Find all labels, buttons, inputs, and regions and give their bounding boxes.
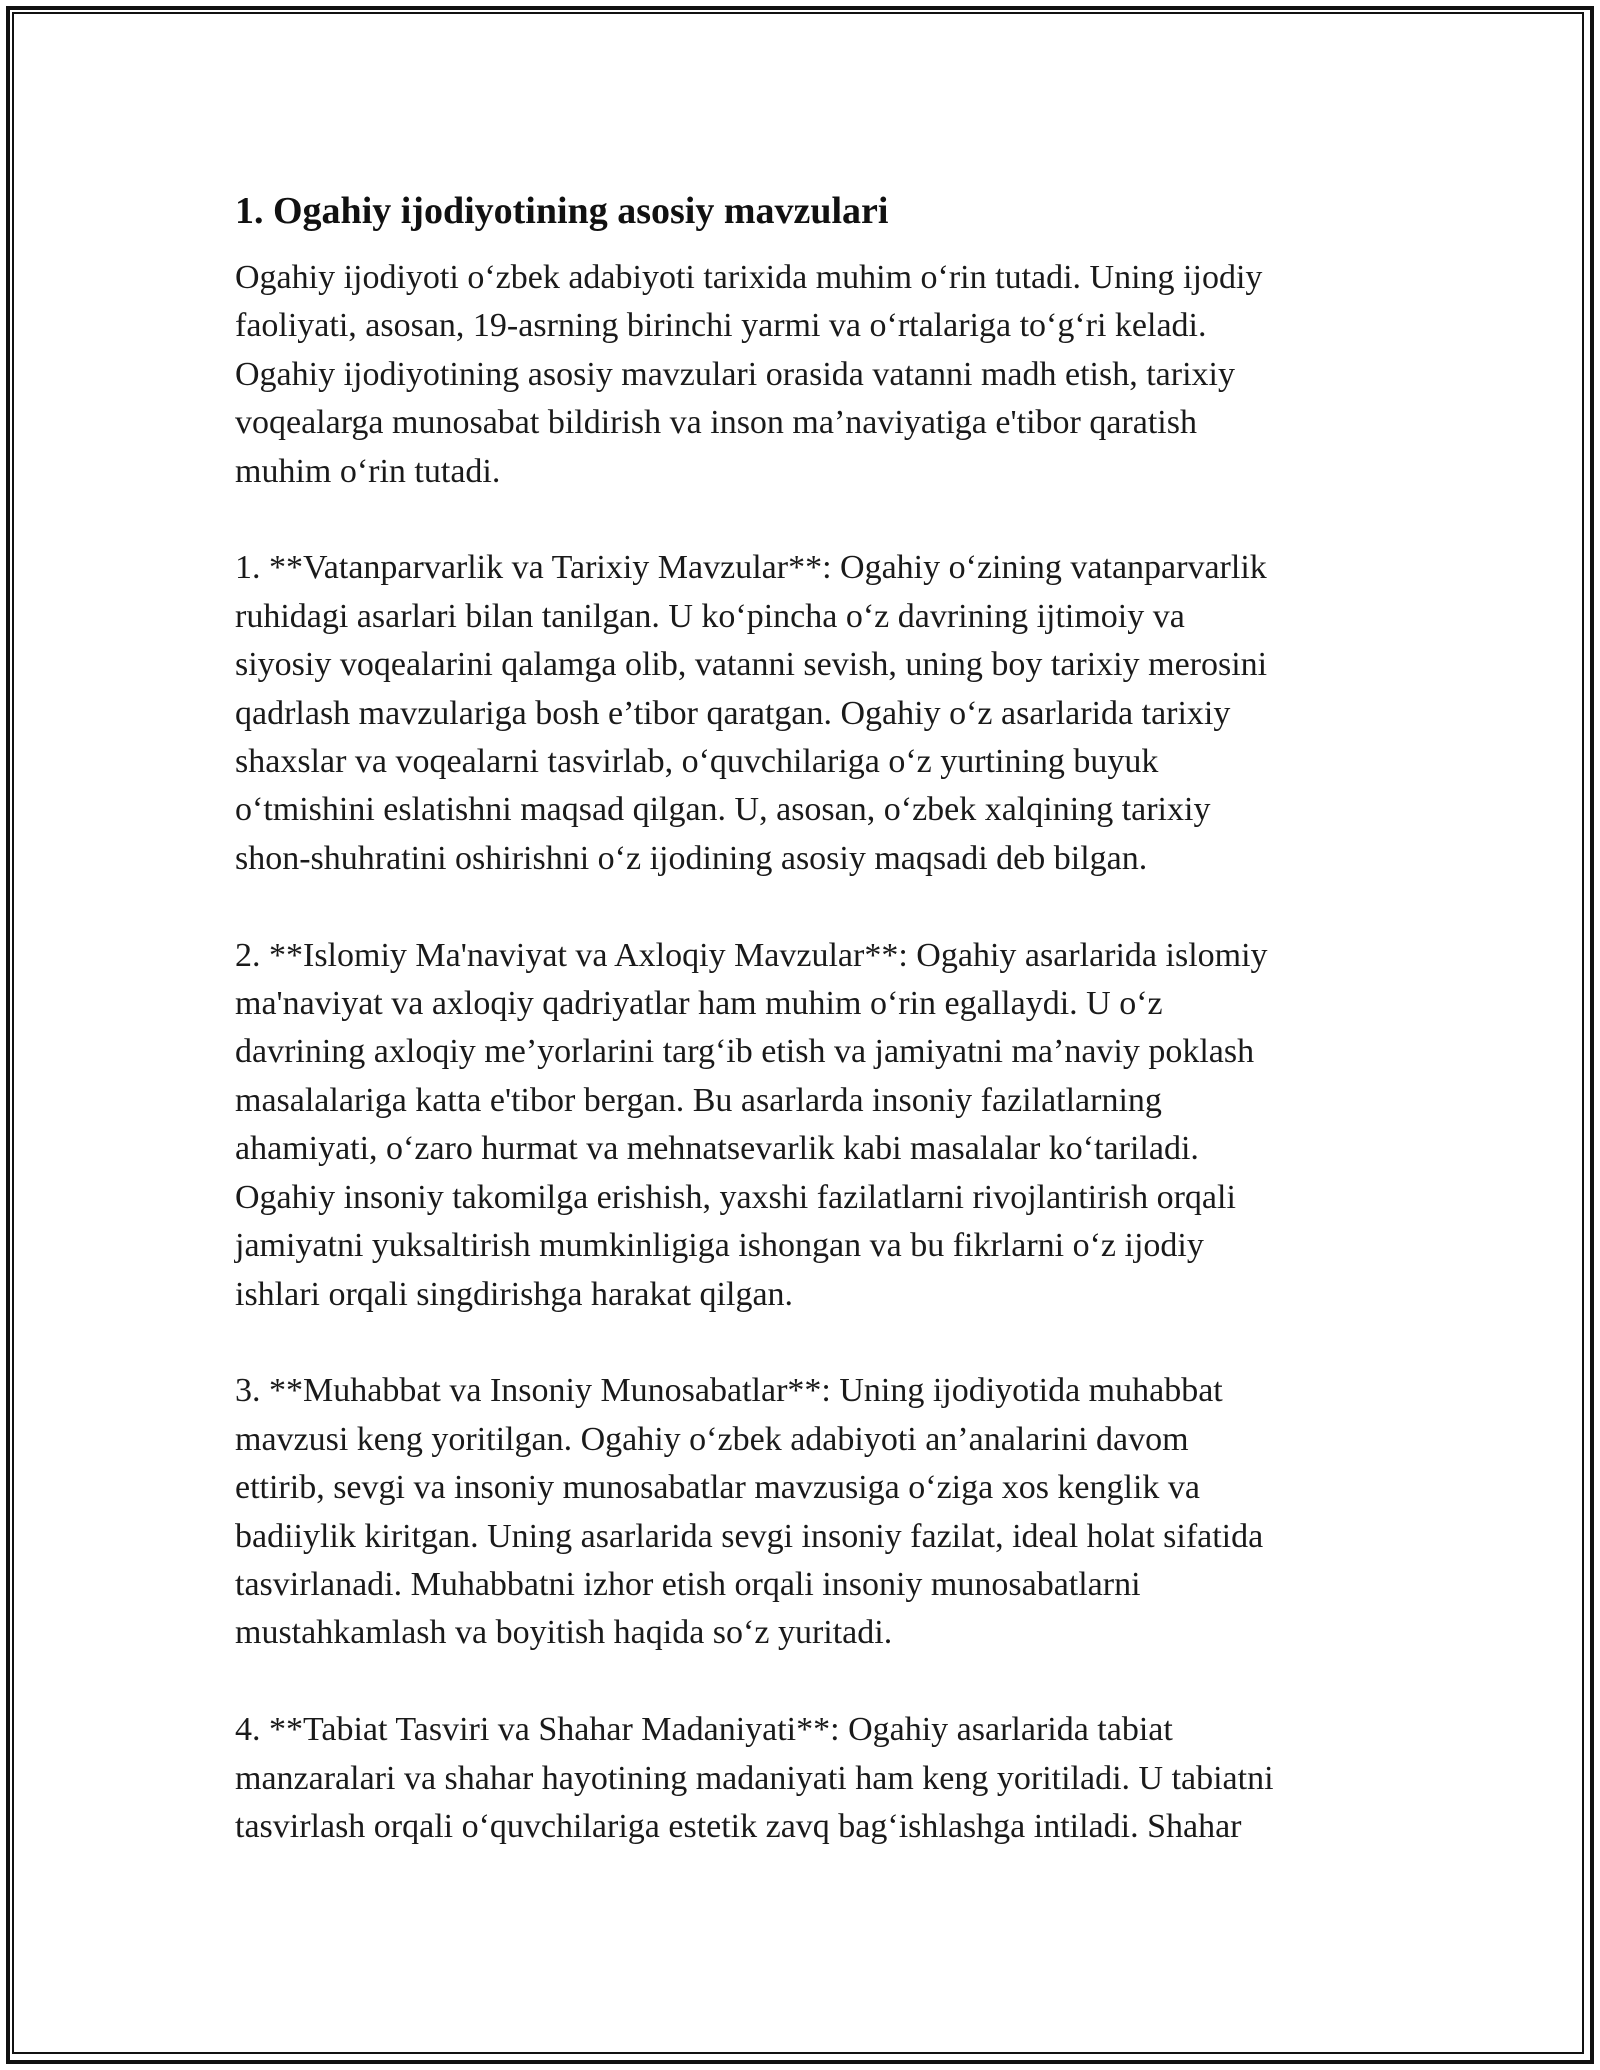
text-line: ahamiyati, o‘zaro hurmat va mehnatsevarlik kabi masalalar ko‘tariladi. <box>235 1130 1199 1168</box>
text-line: ettirib, sevgi va insoniy munosabatlar mavzusiga o‘ziga xos kenglik va <box>235 1469 1200 1507</box>
text-line: muhim o‘rin tutadi. <box>235 452 501 490</box>
text-line: shaxslar va voqealarni tasvirlab, o‘quvchilariga o‘z yurtining buyuk <box>235 743 1159 781</box>
text-line: shon-shuhratini oshirishni o‘z ijodining asosiy maqsadi deb bilgan. <box>235 839 1148 877</box>
text-line: jamiyatni yuksaltirish mumkinligiga ishongan va bu fikrlarni o‘z ijodiy <box>235 1227 1204 1265</box>
document-body <box>235 186 1375 1900</box>
text-line: ma'naviyat va axloqiy qadriyatlar ham muhim o‘rin egallaydi. U o‘z <box>235 985 1163 1023</box>
text-line: manzaralari va shahar hayotining madaniyati ham keng yoritiladi. U tabiatni <box>235 1759 1274 1797</box>
text-line: qadrlash mavzulariga bosh e’tibor qaratgan. Ogahiy o‘z asarlarida tarixiy <box>235 694 1231 732</box>
text-line: 2. **Islomiy Ma'naviyat va Axloqiy Mavzular**: Ogahiy asarlarida islomiy <box>235 936 1268 974</box>
text-line: o‘tmishini eslatishni maqsad qilgan. U, asosan, o‘zbek xalqining tarixiy <box>235 791 1211 829</box>
paragraph-item-1 <box>235 544 1375 883</box>
paragraph-intro <box>235 254 1375 496</box>
text-line: badiiylik kiritgan. Uning asarlarida sevgi insoniy fazilat, ideal holat sifatida <box>235 1517 1264 1555</box>
text-line: Ogahiy ijodiyoti o‘zbek adabiyoti tarixida muhim o‘rin tutadi. Uning ijodiy <box>235 259 1263 296</box>
text-line: davrining axloqiy me’yorlarini targ‘ib etish va jamiyatni ma’naviy poklash <box>235 1033 1255 1071</box>
paragraph-item-2 <box>235 932 1375 1319</box>
paragraph-item-4 <box>235 1706 1375 1851</box>
text-line: ruhidagi asarlari bilan tanilgan. U ko‘pincha o‘z davrining ijtimoiy va <box>235 597 1185 635</box>
text-line: siyosiy voqealarini qalamga olib, vatanni sevish, uning boy tarixiy merosini <box>235 646 1268 684</box>
text-line: mustahkamlash va boyitish haqida so‘z yuritadi. <box>235 1614 893 1652</box>
section-heading: 1. Ogahiy ijodiyotining asosiy mavzulari <box>235 190 889 232</box>
text-line: Ogahiy insoniy takomilga erishish, yaxshi fazilatlarni rivojlantirish orqali <box>235 1178 1236 1216</box>
text-line: masalalariga katta e'tibor bergan. Bu asarlarda insoniy fazilatlarning <box>235 1081 1162 1119</box>
text-line: mavzusi keng yoritilgan. Ogahiy o‘zbek adabiyoti an’analarini davom <box>235 1420 1189 1458</box>
text-line: 4. **Tabiat Tasviri va Shahar Madaniyati**: Ogahiy asarlarida tabiat <box>235 1711 1173 1749</box>
text-line: tasvirlanadi. Muhabbatni izhor etish orqali insoniy munosabatlarni <box>235 1565 1141 1603</box>
text-line: voqealarga munosabat bildirish va inson ma’naviyatiga e'tibor qaratish <box>235 404 1197 442</box>
text-line: ishlari orqali singdirishga harakat qilgan. <box>235 1275 794 1313</box>
text-line: faoliyati, asosan, 19-asrning birinchi yarmi va o‘rtalariga to‘g‘ri keladi. <box>235 307 1207 345</box>
text-line: Ogahiy ijodiyotining asosiy mavzulari orasida vatanni madh etish, tarixiy <box>235 355 1235 393</box>
paragraph-item-3 <box>235 1367 1375 1657</box>
text-line: tasvirlash orqali o‘quvchilariga estetik zavq bag‘ishlashga intiladi. Shahar <box>235 1807 1242 1845</box>
text-line: 1. **Vatanparvarlik va Tarixiy Mavzular**: Ogahiy o‘zining vatanparvarlik <box>235 549 1267 587</box>
text-line: 3. **Muhabbat va Insoniy Munosabatlar**: Uning ijodiyotida muhabbat <box>235 1372 1223 1410</box>
